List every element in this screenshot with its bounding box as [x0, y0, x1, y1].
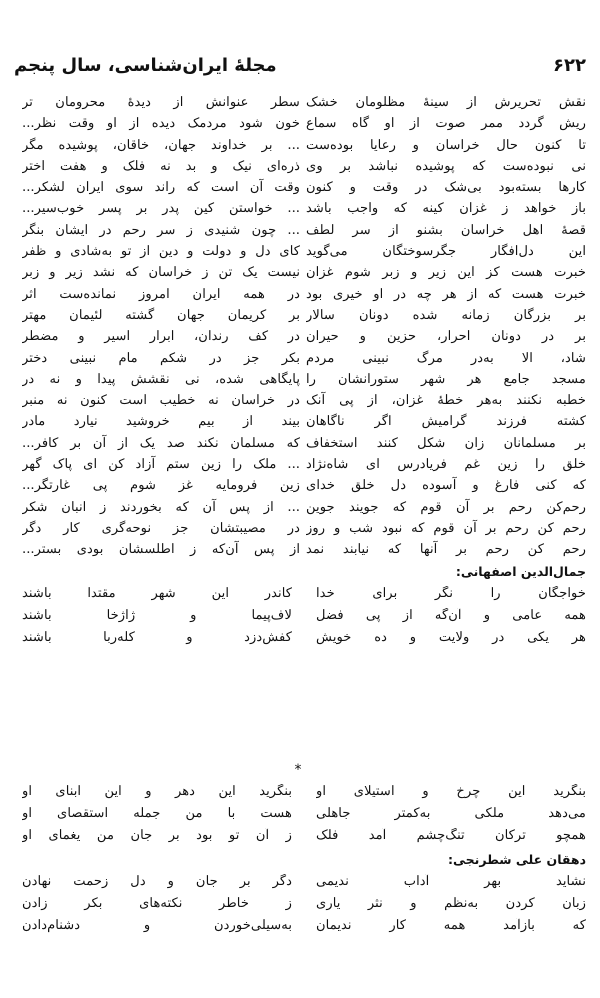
- text-line: باز خواهد ز غزان کینه که واجب باشد: [306, 201, 586, 217]
- verse-line: [22, 586, 586, 608]
- right-text-column: [306, 92, 586, 561]
- second-hemistich: لاف‌پیما و ژاژخا باشند: [22, 608, 292, 623]
- first-hemistich: بنگرید این چرخ و استیلای او: [316, 784, 586, 799]
- text-line: خطبه نکنند به‌هر خطهٔ غزان، از پی آنک: [306, 393, 586, 409]
- section-divider-star: *: [294, 762, 302, 778]
- verse-block-2: [22, 784, 586, 850]
- text-line: وقت آن است که راند سوی ایران لشکر...: [22, 180, 300, 196]
- text-line: در خراسان نه خطیب است کنون نه منبر: [22, 393, 300, 409]
- first-hemistich: نشاید بهر آداب ندیمی: [316, 874, 586, 889]
- text-line: خبرت هست کز این زیر و زبر شوم غزان: [306, 265, 586, 281]
- text-line: نقش تحریرش از سینهٔ مظلومان خشک: [306, 95, 586, 110]
- verse-line: [22, 896, 586, 918]
- text-line: این دل‌افگار جگرسوختگان می‌گوید: [306, 244, 586, 260]
- text-line: ... ملک را زین ستم آزاد کن ای پاک گهر: [22, 457, 300, 473]
- text-line: در همه ایران امروز نمانده‌ست اثر: [22, 286, 300, 302]
- text-line: بر در دونان احرار، حزین و حیران: [306, 329, 586, 345]
- text-line: زین فرومایه غز شوم پی غارتگر...: [22, 478, 300, 494]
- first-hemistich: می‌دهد ملکی به‌کمتر جاهلی: [316, 806, 586, 821]
- verse-line: [22, 608, 586, 630]
- first-hemistich: همچو ترکان تنگ‌چشم آمد فلک: [316, 828, 586, 843]
- journal-title: مجلهٔ ایران‌شناسی، سال پنجم: [14, 54, 277, 76]
- second-hemistich: کفش‌دزد و کله‌ربا باشند: [22, 630, 292, 645]
- second-hemistich: ز آن تو بود بر جان من یغمای او: [22, 828, 292, 843]
- text-line: خبرت هست که از هر چه در او خیری بود: [306, 286, 586, 302]
- text-line: کای دل و دولت و دین از تو به‌شادی و ظفر: [22, 244, 300, 260]
- text-line: نیست یک تن ز خراسان که نشد زیر و زبر: [22, 265, 300, 281]
- text-line: ریش گردد ممر صوت از او گاه سماع: [306, 116, 586, 132]
- text-line: در مصیبتشان جز نوحه‌گری کار دگر: [22, 520, 300, 536]
- text-line: کارها بسته‌بود بی‌شک در وقت و کنون: [306, 180, 586, 196]
- page-number: ۶۲۲: [553, 54, 586, 76]
- text-line: که کنی فارغ و آسوده دل خلق خدای: [306, 478, 586, 494]
- first-hemistich: که بازآمد همه کار ندیمان: [316, 918, 586, 933]
- first-hemistich: هر یکی در ولایت و ده خویش: [316, 630, 586, 645]
- text-line: مسجد جامع هر شهر ستورانشان را: [306, 371, 586, 387]
- second-hemistich: بنگرید این دهر و این ابنای او: [22, 784, 292, 799]
- text-line: شاد، الا به‌در مرگ نبینی مردم: [306, 350, 586, 366]
- text-line: بکر جز در شکم مام نبینی دختر: [22, 350, 300, 366]
- text-line: بر بزرگان زمانه شده دونان سالار: [306, 307, 586, 323]
- first-hemistich: خواجگان را نگر برای خدا: [316, 586, 586, 601]
- verse-line: [22, 918, 586, 940]
- second-hemistich: هست با من جمله استقصای او: [22, 806, 292, 821]
- second-hemistich: کاندر این شهر مقتدا باشند: [22, 586, 292, 601]
- text-line: رحم کن رحم بر آن قوم که نبود شب و روز: [306, 520, 586, 536]
- text-line: سطر عنوانش از دیدهٔ محرومان تر: [22, 95, 300, 110]
- text-line: رحم‌کن رحم بر آن قوم که جویند جوین: [306, 499, 586, 515]
- poet-heading-jamal: جمال‌الدین اصفهانی:: [455, 564, 586, 579]
- poet-heading-dehghan: دهقان علی شطرنجی:: [447, 852, 586, 867]
- text-line: پایگاهی شده، نی نقشش پیدا و نه در: [22, 371, 300, 387]
- text-line: ... از پس آن که بخوردند ز انبان شکر: [22, 499, 300, 515]
- text-line: ... بر خداوند جهان، خاقان، پوشیده مگر: [22, 137, 300, 153]
- text-line: خون شود مردمک دیده از او وقت نظر...: [22, 116, 300, 132]
- verse-line: [22, 630, 586, 652]
- text-line: ... خواستن کین پدر بر پسر خوب‌سیر...: [22, 201, 300, 217]
- text-line: نی نبوده‌ست که پوشیده نباشد بر وی: [306, 158, 586, 174]
- verse-line: [22, 874, 586, 896]
- text-line: از پس آن‌که ز اطلسشان بودی بستر...: [22, 542, 300, 558]
- first-hemistich: همه عامی و آن‌گه از پی فضل: [316, 608, 586, 623]
- text-line: کشته فرزند گرامیش اگر ناگاهان: [306, 414, 586, 430]
- second-hemistich: دگر بر جان و دل زحمت نهادن: [22, 874, 292, 889]
- verse-block-1: [22, 586, 586, 652]
- text-line: بر کریمان جهان گشته لئیمان مهتر: [22, 307, 300, 323]
- text-line: بیند از بیم خروشید نیارد مادر: [22, 414, 300, 430]
- text-line: ذره‌ای نیک و بد نه فلک و هفت اختر: [22, 158, 300, 174]
- text-line: ... چون شنیدی ز سر رحم در ایشان بنگر: [22, 222, 300, 238]
- verse-block-3: [22, 874, 586, 940]
- left-text-column: [22, 92, 300, 561]
- text-line: خلق را زین غم فریادرس ای شاه‌نژاد: [306, 457, 586, 473]
- first-hemistich: زبان کردن به‌نظم و نثر یاری: [316, 896, 586, 911]
- second-hemistich: ز خاطر نکته‌های بکر زادن: [22, 896, 292, 911]
- text-line: که مسلمان نکند صد یک از آن بر کافر...: [22, 435, 300, 451]
- text-line: تا کنون حال خراسان و رعایا بوده‌ست: [306, 137, 586, 153]
- text-line: رحم کن رحم بر آنها که نیابند نمد: [306, 542, 586, 558]
- verse-line: [22, 784, 586, 806]
- text-line: بر مسلمانان زان شکل کنند استخفاف: [306, 435, 586, 451]
- text-line: قصهٔ اهل خراسان بشنو از سر لطف: [306, 222, 586, 238]
- verse-line: [22, 806, 586, 828]
- second-hemistich: به‌سیلی‌خوردن و دشنام‌دادن: [22, 918, 292, 933]
- verse-line: [22, 828, 586, 850]
- page-header: [14, 50, 586, 80]
- text-line: در کف رندان، ابرار اسیر و مضطر: [22, 329, 300, 345]
